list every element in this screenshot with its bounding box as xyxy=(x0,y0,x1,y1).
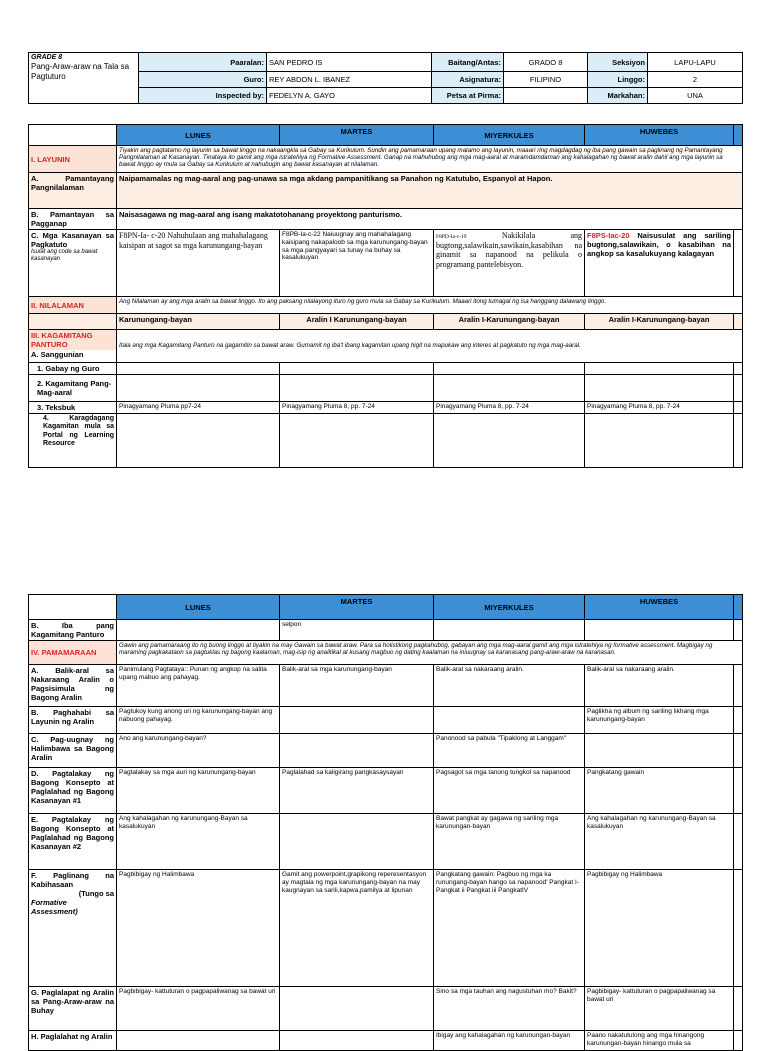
day2-martes: MARTES xyxy=(280,595,434,620)
konsepto2-miyerkules: Bawat pangkat ay gagawa ng sariling mga karunungan-bayan xyxy=(434,814,585,870)
nilalaman-label: II. NILALAMAN xyxy=(29,297,117,314)
pag-uugnay-huwebes xyxy=(585,734,734,768)
day-martes: MARTES xyxy=(280,125,434,146)
paglalahat-miyerkules: Ibigay ang kahalagahan ng karunungan-bayan xyxy=(434,1031,585,1051)
teksbuk-martes: Pinagyamang Pluma 8, pp. 7-24 xyxy=(280,402,434,414)
km-blank xyxy=(734,375,743,402)
gabay-blank xyxy=(734,363,743,375)
pamantayang-pangnilalaman-text: Naipamamalas ng mag-aaral ang pag-unawa sa mga akdang pampanitikang sa Panahon ng Katutubo, Espanyol at Hapon. xyxy=(117,173,743,209)
kasanayan-miyerkules-text: Nakikilala ang bugtong,salawikain,sawikain,kasabihan na ginamit sa napanood na pelikula o programang pantelebisyon. xyxy=(436,231,582,269)
konsepto1-label: D. Pagtalakay ng Bagong Konsepto at Paglalahad ng Bagong Kasanayan #1 xyxy=(29,768,117,814)
iba-martes: selpon xyxy=(280,620,434,641)
kasanayan-label: C. Mga Kasanayan sa Pagkatuto xyxy=(31,231,114,249)
konsepto1-martes: Paglalahad sa kaligirang pangkasaysayan xyxy=(280,768,434,814)
day-huwebes: HUWEBES xyxy=(585,125,734,146)
kagamitan-mag-label: 2. Kagamitang Pang-Mag-aaral xyxy=(29,375,117,402)
kabihasaan-huwebes: Pagbibigay ng Halimbawa xyxy=(585,870,734,987)
day-blank xyxy=(734,125,743,146)
day2-huwebes: HUWEBES xyxy=(585,595,734,620)
iba-lunes xyxy=(117,620,280,641)
inspected-label: Inspected by: xyxy=(139,88,267,104)
paghahabi-label: B. Paghahabi sa Layunin ng Aralin xyxy=(29,707,117,734)
kasanayan-miyerkules-code: F8PD-Ia-c-19 xyxy=(436,234,467,240)
konsepto2-martes xyxy=(280,814,434,870)
kabihasaan-label3: Formative Assessment) xyxy=(31,898,78,916)
nilalaman-huwebes: Aralin I-Karunungang-bayan xyxy=(585,314,734,330)
konsepto2-huwebes: Ang kahalagahan ng karunungang-Bayan sa kasalukuyan xyxy=(585,814,734,870)
plan-table-2 xyxy=(28,594,743,1051)
paglalahat-label: H. Paglalahat ng Aralin xyxy=(29,1031,117,1051)
day2-miyerkules: MIYERKULES xyxy=(434,595,585,620)
pag-uugnay-martes xyxy=(280,734,434,768)
nilalaman-martes: Aralin I Karunungang-bayan xyxy=(280,314,434,330)
paghahabi-martes xyxy=(280,707,434,734)
konsepto2-lunes: Ang kahalagahan ng karunungang-Bayan sa kasalukuyan xyxy=(117,814,280,870)
paglalahat-martes xyxy=(280,1031,434,1051)
header-table xyxy=(28,52,743,104)
pag-uugnay-lunes: Ano ang karunungang-bayan? xyxy=(117,734,280,768)
petsa-value xyxy=(504,88,588,104)
seksyon-value: LAPU-LAPU xyxy=(648,53,743,72)
gabay-miyerkules xyxy=(434,363,585,375)
kagamitan-label-cell xyxy=(29,330,117,363)
konsepto1-miyerkules: Pagsagot sa mga tanong tungkol sa napanood xyxy=(434,768,585,814)
pag-uugnay-blank xyxy=(734,734,743,768)
kabihasaan-blank xyxy=(734,870,743,987)
nilalaman-blank xyxy=(29,314,117,330)
layunin-text: Tiyakin ang pagtatamo ng layunin sa bawat linggo na nakaangkla sa Gabay sa Kurikulum. Sundin ang pamamaraan upang matamo ang layunin, maaari ring magdagdag ng iba pang gawain sa paglinang ng Pamantayang Pangnilalaman at Kasanayan. Tinataya ito gamit ang mga istratehiya ng Formative Assessment. Ganap na mahuhubog ang mga mag-aaral at maramdamdaman ang kahalagahan ng bawat aralin dahil ang mga layunin sa bawat linggo ay mula sa Gabay sa Kurikulum at nahubugin ang bawat kasanayan at nilalaman. xyxy=(117,146,743,173)
teksbuk-huwebes: Pinagyamang Pluma 8, pp. 7-24 xyxy=(585,402,734,414)
day2-blank xyxy=(734,595,743,620)
pamamaraan-text: Gawin ang pamamaraang ito ng buong linggo at tiyakin na may Gawain sa bawat araw. Para sa holistikong pagkahubog, gabayan ang mga mag-aaral gamit ang mga istratehiya ng formative assessment. Magbigay ng maraming pagkakataon sa pagtuklas ng bagong kaalaman, mag-isip ng analitikal at kusang magbuo ng dating kaalaman na iniuugnay sa karanasang pang-araw-araw na karanasan. xyxy=(117,641,743,665)
paghahabi-blank xyxy=(734,707,743,734)
kasanayan-huwebes-cell xyxy=(585,230,734,297)
pamamaraan-label: IV. PAMAMARAAN xyxy=(29,641,117,665)
inspected-value: FEDELYN A. GAYO xyxy=(267,88,432,104)
lr-huwebes xyxy=(585,414,734,468)
teksbuk-blank xyxy=(734,402,743,414)
konsepto2-label: E. Pagtalakay ng Bagong Konsepto at Paglalahad ng Bagong Kasanayan #2 xyxy=(29,814,117,870)
paghahabi-lunes: Pagtukoy kung anong uri ng karunungang-bayan ang nabuong pahayag. xyxy=(117,707,280,734)
konsepto1-huwebes: Pangkatang gawain xyxy=(585,768,734,814)
kagamitan-text: Itala ang mga Kagamitang Panturo na gagamitin sa bawat araw. Gumamit ng iba't ibang kagamitan upang higit na mapukaw ang interes at pagkatuto ng mga mag-aaral. xyxy=(117,330,743,363)
konsepto1-lunes: Pagtalakay sa mga auri ng karunungang-bayan xyxy=(117,768,280,814)
kasanayan-label-cell xyxy=(29,230,117,297)
kasanayan-martes: F8PB-Ia-c-22 Naiuugnay ang mahahalagang kaisipang nakapaloob sa mga karunungang-bayan sa mga pangyayari sa tunay na buhay sa kasalukuyan xyxy=(280,230,434,297)
kasanayan-lunes: F8PN-Ia- c-20 Nahuhulaan ang mahahalagang kaisipan at sagot sa mga karunungang-bayan xyxy=(117,230,280,297)
petsa-label: Petsa at Pirma: xyxy=(432,88,504,104)
layunin-label: I. LAYUNIN xyxy=(29,146,117,173)
pamantayang-pangnilalaman-label: A. Pamantayang Pangnilalaman xyxy=(29,173,117,209)
kasanayan-miyerkules-cell xyxy=(434,230,585,297)
lr-blank xyxy=(734,414,743,468)
km-lunes xyxy=(117,375,280,402)
paglalapat-miyerkules: Sino sa mga tauhan ang nagustuhan mo? Bakit? xyxy=(434,987,585,1031)
pamantayan-pagganap-label: B. Pamantayan sa Pagganap xyxy=(29,209,117,230)
day-lunes: LUNES xyxy=(117,125,280,146)
balik-aral-lunes: Panimulang Pagtataya:: Punan ng angkop na salita upang mabuo ang pahayag. xyxy=(117,665,280,707)
kabihasaan-lunes: Pagbibigay ng Halimbawa xyxy=(117,870,280,987)
iba-miyerkules xyxy=(434,620,585,641)
day2-lunes: LUNES xyxy=(117,595,280,620)
pamantayan-pagganap-text: Naisasagawa ng mag-aaral ang isang makatotohanang proyektong panturismo. xyxy=(117,209,743,230)
paghahabi-miyerkules xyxy=(434,707,585,734)
plan-table-1 xyxy=(28,124,743,468)
paglalapat-huwebes: Pagbibigay- kattuturan o pagpapaliwanag sa bawat uri xyxy=(585,987,734,1031)
nilalaman-blank-end xyxy=(734,314,743,330)
konsepto2-blank xyxy=(734,814,743,870)
guro-label: Guro: xyxy=(139,72,267,88)
seksyon-label: Seksiyon xyxy=(588,53,648,72)
teksbuk-label: 3. Teksbuk xyxy=(29,402,117,414)
gabay-martes xyxy=(280,363,434,375)
teksbuk-lunes: Pinagyamang Pluma pp7-24 xyxy=(117,402,280,414)
grade-label: GRADE 8 xyxy=(31,54,63,61)
kabihasaan-miyerkules: Pangkatang gawain: Pagbuo ng mga ka runungang-bayan hango sa napanood' Pangkat I- Pangkat ii Pangkat iii PangkatIV xyxy=(434,870,585,987)
nilalaman-text: Ang Nilalaman ay ang mga aralin sa bawat linggo. Ito ang paksang nilalayong ituro ng guro mula sa Gabay sa Kurikulum. Maaari itong tumagal ng isa hanggang dalawang linggo. xyxy=(117,297,743,314)
corner-cell-2 xyxy=(29,595,117,620)
kabihasaan-label: F. Paglinang na Kabihasaan xyxy=(31,871,114,889)
paglalapat-lunes: Pagbibigay- kattuturan o pagpapaliwanag sa bawat uri xyxy=(117,987,280,1031)
paaralan-value: SAN PEDRO IS xyxy=(267,53,432,72)
kagamitan-label: III. KAGAMITANG PANTURO xyxy=(29,330,116,350)
baitang-label: Baitang/Antas: xyxy=(432,53,504,72)
learning-resource-label: 4. Karagdagang Kagamitan mula sa Portal ng Learning Resource xyxy=(29,414,117,468)
lr-lunes xyxy=(117,414,280,468)
paglalahat-huwebes: Paano nakatutulong ang mga hinangong karunungan-bayan hinango mula sa xyxy=(585,1031,734,1051)
kabihasaan-martes: Gamit ang powerpoint,grapikong reperesentasyon ay magtala ng mga karunungang-bayan na may kaugnayan sa sarili,kapwa,pamilya at lipunan xyxy=(280,870,434,987)
konsepto1-blank xyxy=(734,768,743,814)
lr-martes xyxy=(280,414,434,468)
teksbuk-miyerkules: Pinagyamang Pluma 8, pp. 7-24 xyxy=(434,402,585,414)
iba-label: B. Iba pang Kagamitang Panturo xyxy=(29,620,117,641)
pag-uugnay-miyerkules: Panonood sa pabula "Tipaklong at Langgam" xyxy=(434,734,585,768)
pag-uugnay-label: C. Pag-uugnay ng Halimbawa sa Bagong Aralin xyxy=(29,734,117,768)
kabihasaan-label-cell xyxy=(29,870,117,987)
doc-title: Pang-Araw-araw na Tala sa Pagtuturo xyxy=(31,62,130,81)
paaralan-label: Paaralan: xyxy=(139,53,267,72)
kasanayan-sub: Isulat ang code sa bawat kasanayan xyxy=(31,249,98,263)
asignatura-value: FILIPINO xyxy=(504,72,588,88)
balik-aral-huwebes: Balik-aral sa nakaraang aralin. xyxy=(585,665,734,707)
lr-miyerkules xyxy=(434,414,585,468)
linggo-value: 2 xyxy=(648,72,743,88)
kasanayan-huwebes-text: Naisusulat ang sariling bugtong,salawikain, o kasabihan na angkop sa kasalukuyang kalagayan xyxy=(587,231,731,258)
gabay-lunes xyxy=(117,363,280,375)
balik-aral-miyerkules: Balik-aral sa nakaraang aralin. xyxy=(434,665,585,707)
balik-aral-blank xyxy=(734,665,743,707)
balik-aral-martes: Balik-aral sa mga karunungang-bayan xyxy=(280,665,434,707)
balik-aral-label: A. Balik-aral sa Nakaraang Aralin o Pagsisimula ng Bagong Aralin xyxy=(29,665,117,707)
kasanayan-blank xyxy=(734,230,743,297)
iba-huwebes xyxy=(585,620,734,641)
km-miyerkules xyxy=(434,375,585,402)
guro-value: REY ABDON L. IBANEZ xyxy=(267,72,432,88)
nilalaman-miyerkules: Aralin I-Karunungang-bayan xyxy=(434,314,585,330)
day-miyerkules: MIYERKULES xyxy=(434,125,585,146)
header-title-cell xyxy=(29,53,139,104)
gabay-huwebes xyxy=(585,363,734,375)
paglalahat-lunes xyxy=(117,1031,280,1051)
km-huwebes xyxy=(585,375,734,402)
paglalahat-blank xyxy=(734,1031,743,1051)
markahan-label: Markahan: xyxy=(588,88,648,104)
km-martes xyxy=(280,375,434,402)
kasanayan-huwebes-code: F8PS-Iac-20 xyxy=(587,231,630,240)
linggo-label: Linggo: xyxy=(588,72,648,88)
gabay-label: 1. Gabay ng Guro xyxy=(29,363,117,375)
paglalapat-label: G. Paglalapat ng Aralin sa Pang-Araw-araw na Buhay xyxy=(29,987,117,1031)
nilalaman-lunes: Karunungang-bayan xyxy=(117,314,280,330)
paghahabi-huwebes: Paglikha ng album ng sariling likhang mga karunungang-bayan xyxy=(585,707,734,734)
baitang-value: GRADO 8 xyxy=(504,53,588,72)
iba-blank xyxy=(734,620,743,641)
asignatura-label: Asignatura: xyxy=(432,72,504,88)
sanggunian-label: A. Sanggunian xyxy=(31,350,84,359)
corner-cell xyxy=(29,125,117,146)
kabihasaan-label2: (Tungo sa xyxy=(78,889,114,898)
markahan-value: UNA xyxy=(648,88,743,104)
